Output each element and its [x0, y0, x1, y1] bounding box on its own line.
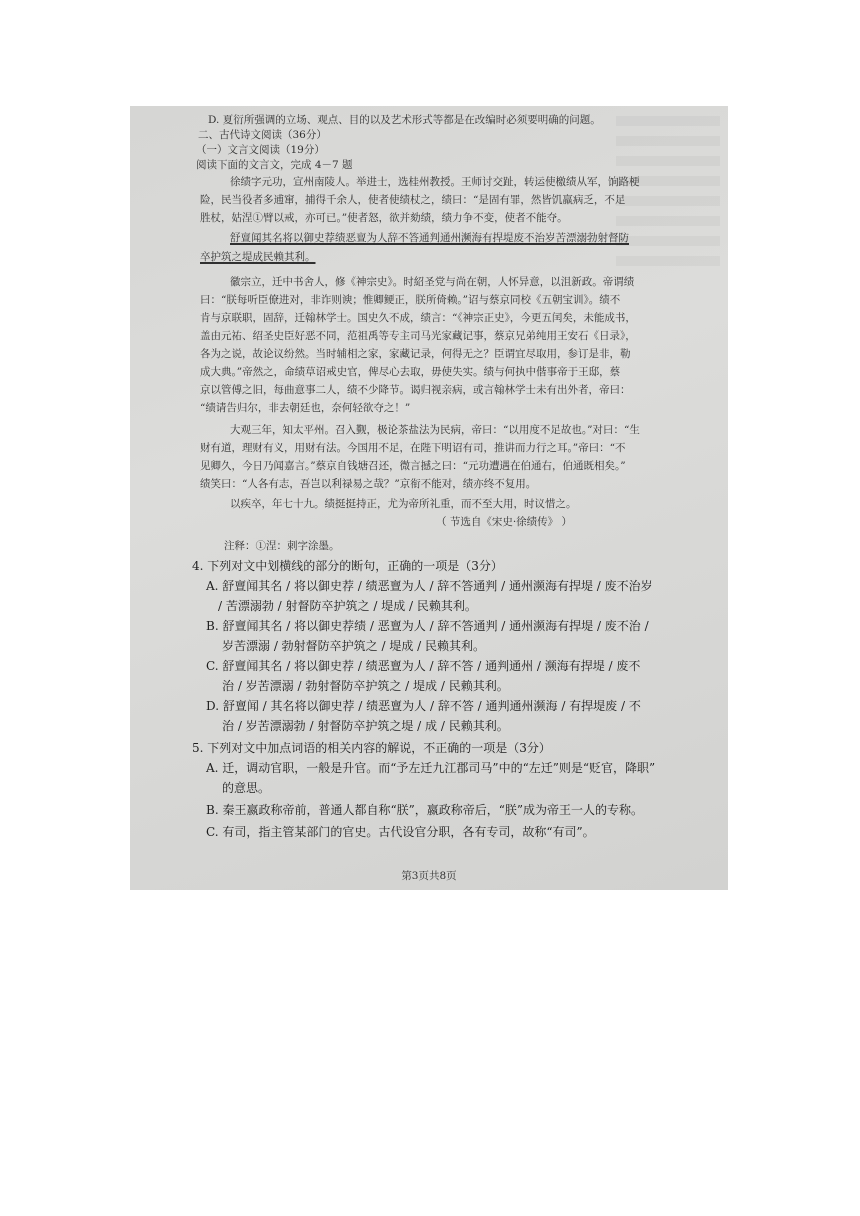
source-citation: （ 节选自《宋史·徐绩传》 ）: [436, 516, 573, 528]
passage-line: 绩笑曰：“人各有志，吾岂以利禄易之哉？”京衔不能对，绩亦终不复用。: [200, 478, 537, 490]
instruction: 阅读下面的文言文，完成 4－7 题: [196, 159, 353, 171]
option-c: C. 有司，指主管某部门的官史。古代设官分职，各有专司，故称“有司”。: [206, 825, 595, 839]
passage-line: 见卿久，今日乃闻嘉言。”蔡京自钱塘召还，微言撼之曰：“元功遭遇在伯通右，伯通既相矣。”: [200, 460, 626, 472]
option-a: A. 迁，调动官职，一般是升官。而“予左迁九江郡司马”中的“左迁”则是“贬官，降职”: [206, 761, 656, 775]
underlined-passage: 舒亶闻其名将以御史荐绩恶亶为人辞不答通判通州濒海有捍堤废不治岁苦漂溺勃射督防: [230, 232, 629, 244]
option-a: A. 舒亶闻其名 / 将以御史荐 / 绩恶亶为人 / 辞不答通判 / 通州濒海有捍堤 / 废不治岁: [206, 579, 653, 593]
passage-line: 成大典。”帝然之，命绩草诏戒史官，俾尽心去取，毋使失实。绩与何执中偕事帝于王邸，蔡: [200, 366, 621, 378]
passage-line: 胜杖，姑涅①臂以戒，亦可已。”使者怒，欲并劾绩，绩力争不变，使者不能夺。: [200, 212, 568, 224]
option-d: D. 舒亶闻 / 其名将以御史荐 / 绩恶亶为人 / 辞不答 / 通判通州濒海 / 有捍堤废 / 不: [206, 699, 641, 713]
passage-line: 财有道，理财有义，用财有法。今国用不足，在陛下明诏有司，推讲而力行之耳。”帝曰：“不: [200, 442, 626, 454]
passage-line: 险，民当役者多逋窜，捕得千余人，使者使绩杖之，绩曰：“是固有罪，然皆饥羸病乏，不足: [200, 194, 626, 206]
option-b: B. 秦王嬴政称帝前，普通人都自称“朕”，嬴政称帝后，“朕”成为帝王一人的专称。: [206, 803, 643, 817]
passage-line: 盖由元祐、绍圣史臣好恶不同，范祖禹等专主司马光家藏记事，蔡京兄弟纯用王安石《日录》，: [200, 330, 636, 342]
passage-line: 以疾卒，年七十九。绩挺挺持正，尤为帝所礼重，而不至大用，时议惜之。: [230, 498, 577, 510]
underlined-passage: 卒护筑之堤成民赖其利。: [200, 251, 316, 263]
question-5: 5. 下列对文中加点词语的相关内容的解说，不正确的一项是（3分）: [192, 741, 551, 755]
footnote: 注释：①涅：刺字涂墨。: [224, 540, 340, 552]
option-a-cont: 的意思。: [222, 781, 271, 795]
document-photo: [130, 106, 728, 890]
page-number: 第3页共8页: [401, 870, 457, 882]
subsection-heading: （一）文言文阅读（19分）: [196, 144, 325, 156]
option-b-cont: 岁苦漂溺 / 勃射督防卒护筑之 / 堤成 / 民赖其利。: [222, 639, 486, 653]
passage-line: 京以管傅之旧，每曲意事二人，绩不少降节。谒归视亲病，或言翰林学士未有出外者，帝曰：: [200, 384, 631, 396]
text-line: D. 夏衍所强调的立场、观点、目的以及艺术形式等都是在改编时必须要明确的问题。: [208, 114, 601, 126]
option-d-cont: 治 / 岁苦漂溺勃 / 射督防卒护筑之堤 / 成 / 民赖其利。: [222, 719, 509, 733]
option-c-cont: 治 / 岁苦漂溺 / 勃射督防卒护筑之 / 堤成 / 民赖其利。: [222, 679, 509, 693]
passage-line: 徽宗立，迁中书舍人，修《神宗史》。时紹圣党与尚在朝，人怀异意，以沮新政。帝谓绩: [230, 276, 635, 288]
passage-line: 各为之说，故论议纷然。当时辅相之家，家藏记录，何得无之？臣谓宜尽取用，参订是非，勒: [200, 348, 631, 360]
passage-line: 徐绩字元功，宣州南陵人。举进士，选桂州教授。王师讨交趾，转运使檄绩从军，饷路梗: [230, 176, 640, 188]
passage-line: 肯与京联职，固辞，迁翰林学士。国史久不成，绩言：“《神宗正史》，今更五闰矣，未能成书，: [200, 312, 636, 324]
passage-line: 大观三年，知太平州。召入觐，极论茶盐法为民病，帝曰：“以用度不足故也。”对曰：“生: [230, 424, 640, 436]
question-4: 4. 下列对文中划横线的部分的断句，正确的一项是（3分）: [192, 559, 503, 573]
option-b: B. 舒亶闻其名 / 将以御史荐绩 / 恶亶为人 / 辞不答通判 / 通州濒海有捍堤 / 废不治 /: [206, 619, 649, 633]
option-c: C. 舒亶闻其名 / 将以御史荐 / 绩恶亶为人 / 辞不答 / 通判通州 / 濒海有捍堤 / 废不: [206, 659, 641, 673]
option-a-cont: / 苦漂溺勃 / 射督防卒护筑之 / 堤成 / 民赖其利。: [218, 599, 477, 613]
passage-line: “绩请告归尔，非去朝廷也，奈何轻欲夺之！”: [200, 402, 411, 414]
passage-line: 曰：“朕每听臣僚进对，非诈则谀；惟卿鲠正，朕所倚赖。”诏与蔡京同校《五朝宝训》。绩不: [200, 294, 621, 306]
section-heading: 二、古代诗文阅读（36分）: [198, 129, 327, 141]
